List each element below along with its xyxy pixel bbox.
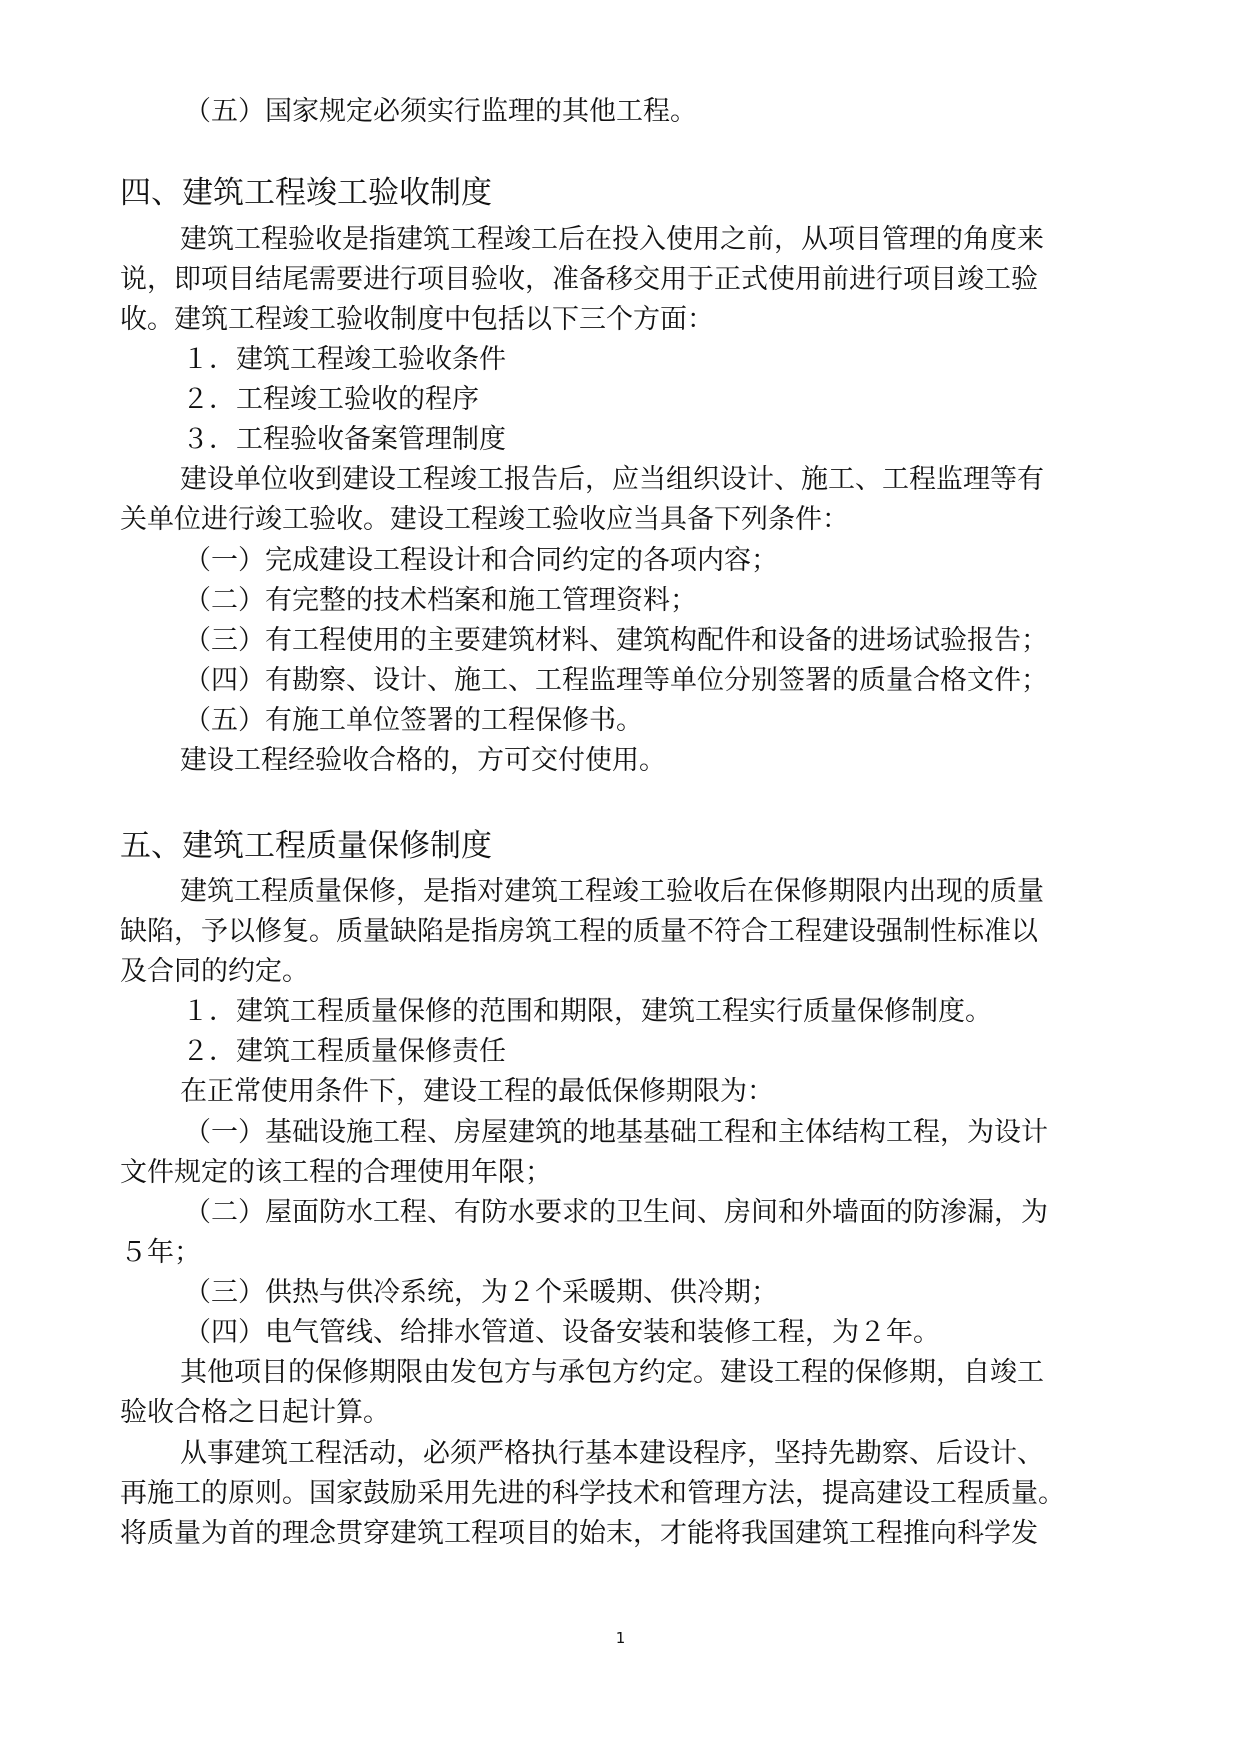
text-line: 其他项目的保修期限由发包方与承包方约定。建设工程的保修期，自竣工	[180, 1357, 1044, 1388]
list-item: （五）有施工单位签署的工程保修书。	[184, 705, 643, 736]
section-heading-5: 五、建筑工程质量保修制度	[120, 828, 492, 864]
list-item: （一）基础设施工程、房屋建筑的地基基础工程和主体结构工程，为设计	[184, 1117, 1048, 1148]
text-line: 建筑工程质量保修，是指对建筑工程竣工验收后在保修期限内出现的质量	[180, 876, 1044, 907]
text-line: 收。建筑工程竣工验收制度中包括以下三个方面：	[120, 304, 714, 335]
list-item: （三）供热与供冷系统，为２个采暖期、供冷期；	[184, 1277, 778, 1308]
text-line: 将质量为首的理念贯穿建筑工程项目的始末，才能将我国建筑工程推向科学发	[120, 1518, 1038, 1549]
list-item: ２．工程竣工验收的程序	[182, 384, 479, 415]
list-item: （二）屋面防水工程、有防水要求的卫生间、房间和外墙面的防渗漏，为	[184, 1197, 1048, 1228]
text-line: 从事建筑工程活动，必须严格执行基本建设程序，坚持先勘察、后设计、	[180, 1438, 1044, 1469]
list-item: （一）完成建设工程设计和合同约定的各项内容；	[184, 545, 778, 576]
list-item: ２．建筑工程质量保修责任	[182, 1036, 506, 1067]
text-line: 建筑工程验收是指建筑工程竣工后在投入使用之前，从项目管理的角度来	[180, 224, 1044, 255]
section-heading-4: 四、建筑工程竣工验收制度	[120, 175, 492, 211]
text-line: ５年；	[120, 1237, 201, 1268]
text-line: 验收合格之日起计算。	[120, 1397, 390, 1428]
text-line: 在正常使用条件下，建设工程的最低保修期限为：	[180, 1076, 774, 1107]
list-item: （四）有勘察、设计、施工、工程监理等单位分别签署的质量合格文件；	[184, 665, 1048, 696]
text-line: 文件规定的该工程的合理使用年限；	[120, 1157, 552, 1188]
list-item: ３．工程验收备案管理制度	[182, 424, 506, 455]
text-line: 关单位进行竣工验收。建设工程竣工验收应当具备下列条件：	[120, 504, 849, 535]
text-line: 建设工程经验收合格的，方可交付使用。	[180, 745, 666, 776]
list-item: １．建筑工程质量保修的范围和期限，建筑工程实行质量保修制度。	[182, 996, 992, 1027]
text-line: （五）国家规定必须实行监理的其他工程。	[184, 96, 697, 127]
text-line: 缺陷，予以修复。质量缺陷是指房筑工程的质量不符合工程建设强制性标准以	[120, 916, 1038, 947]
page-number: 1	[615, 1629, 626, 1647]
list-item: （三）有工程使用的主要建筑材料、建筑构配件和设备的进场试验报告；	[184, 625, 1048, 656]
list-item: １．建筑工程竣工验收条件	[182, 344, 506, 375]
list-item: （二）有完整的技术档案和施工管理资料；	[184, 585, 697, 616]
text-line: 建设单位收到建设工程竣工报告后，应当组织设计、施工、工程监理等有	[180, 464, 1044, 495]
text-line: 及合同的约定。	[120, 956, 309, 987]
list-item: （四）电气管线、给排水管道、设备安装和装修工程，为２年。	[184, 1317, 940, 1348]
text-line: 说，即项目结尾需要进行项目验收，准备移交用于正式使用前进行项目竣工验	[120, 264, 1038, 295]
text-line: 再施工的原则。国家鼓励采用先进的科学技术和管理方法，提高建设工程质量。	[120, 1478, 1065, 1509]
